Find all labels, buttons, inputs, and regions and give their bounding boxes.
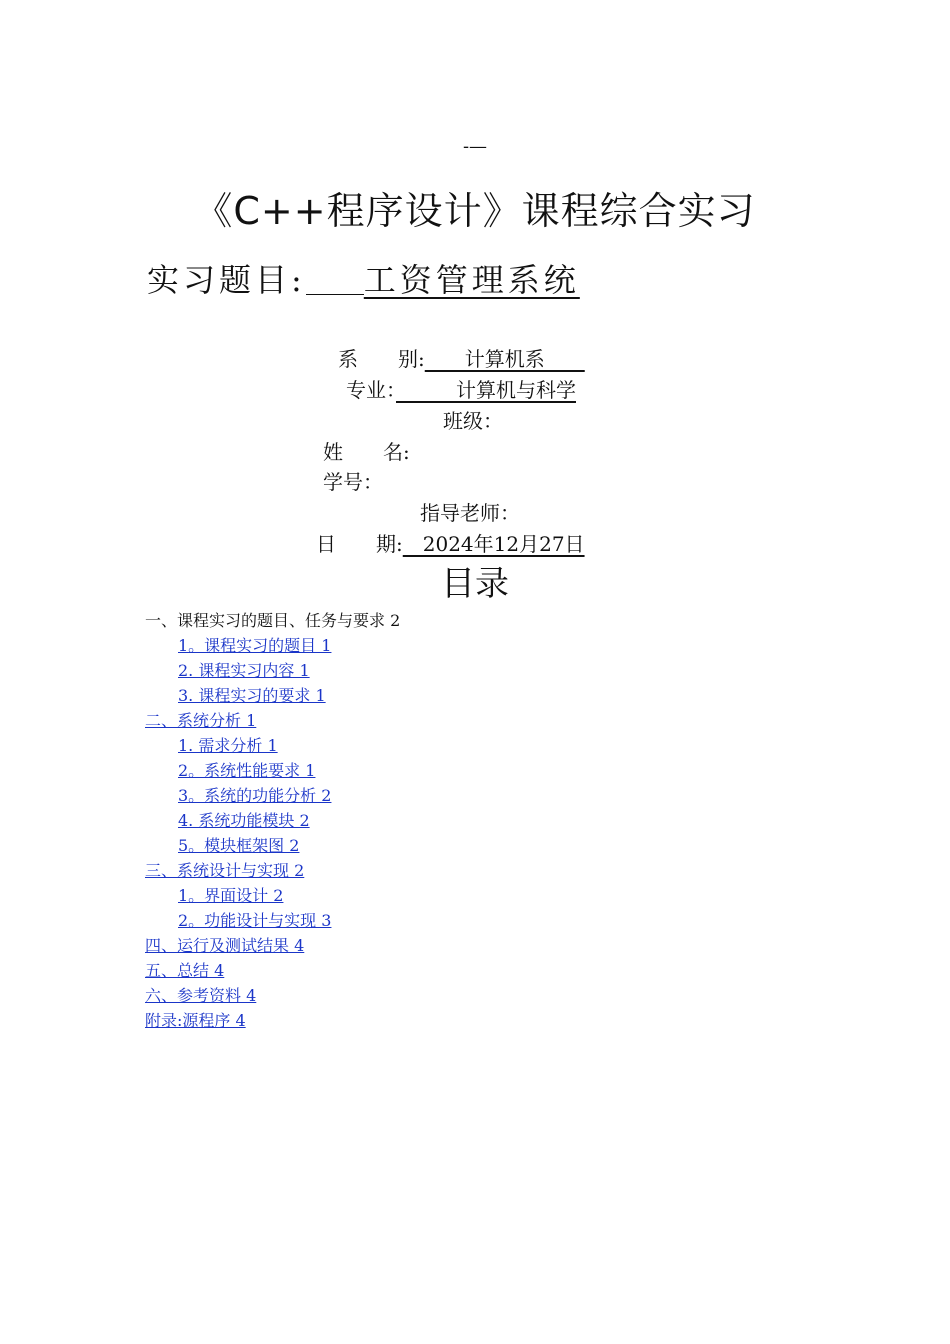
name-label: 姓 名: (323, 440, 410, 464)
table-of-contents (145, 608, 400, 1033)
toc-entry (145, 608, 400, 633)
toc-entry (145, 633, 400, 658)
date-value: 2024年12月27日 (402, 532, 585, 556)
toc-link[interactable]: 1。界面设计 2 (178, 886, 284, 905)
toc-link[interactable]: 4. 系统功能模块 2 (178, 811, 310, 830)
toc-link[interactable]: 3。系统的功能分析 2 (178, 786, 332, 805)
toc-entry (145, 1008, 400, 1033)
toc-link[interactable]: 五、总结 4 (145, 961, 225, 980)
advisor-row (420, 497, 520, 526)
class-label: 班级： (443, 409, 503, 433)
student-id-label: 学号： (323, 470, 383, 494)
toc-entry (145, 708, 400, 733)
toc-entry (145, 758, 400, 783)
toc-entry (145, 983, 400, 1008)
name-row (323, 436, 410, 465)
toc-entry (145, 933, 400, 958)
toc-entry (145, 683, 400, 708)
major-row (346, 374, 576, 403)
toc-link[interactable]: 2. 课程实习内容 1 (178, 661, 310, 680)
toc-link[interactable]: 3. 课程实习的要求 1 (178, 686, 326, 705)
student-id-row (323, 466, 383, 495)
toc-entry (145, 783, 400, 808)
toc-entry (145, 858, 400, 883)
toc-entry (145, 808, 400, 833)
topic-blank (306, 264, 364, 295)
toc-link[interactable]: 三、系统设计与实现 2 (145, 861, 305, 880)
date-label: 日 期: (316, 532, 403, 556)
toc-link[interactable]: 2。系统性能要求 1 (178, 761, 316, 780)
advisor-label: 指导老师： (420, 501, 520, 525)
toc-entry (145, 833, 400, 858)
toc-link[interactable]: 附录:源程序 4 (145, 1011, 246, 1030)
department-value: 计算机系 (424, 347, 585, 371)
toc-link[interactable]: 1. 需求分析 1 (178, 736, 278, 755)
toc-text: 一、课程实习的题目、任务与要求 2 (145, 611, 401, 630)
topic-label: 实习题目: (147, 261, 306, 299)
major-label: 专业： (346, 378, 396, 402)
department-row (338, 343, 585, 372)
toc-link[interactable]: 六、参考资料 4 (145, 986, 257, 1005)
toc-entry (145, 883, 400, 908)
document-title: 《C++程序设计》课程综合实习 (194, 189, 756, 233)
topic-value: 工资管理系统 (363, 261, 580, 299)
toc-entry (145, 733, 400, 758)
toc-link[interactable]: 5。模块框架图 2 (178, 836, 300, 855)
class-row (443, 405, 503, 434)
toc-link[interactable]: 1。课程实习的题目 1 (178, 636, 332, 655)
toc-entry (145, 958, 400, 983)
header-mark: -— (462, 136, 488, 157)
major-value: 计算机与科学 (396, 378, 576, 402)
toc-title: 目录 (441, 564, 509, 604)
toc-link[interactable]: 二、系统分析 1 (145, 711, 257, 730)
toc-link[interactable]: 四、运行及测试结果 4 (145, 936, 305, 955)
toc-link[interactable]: 2。功能设计与实现 3 (178, 911, 332, 930)
toc-entry (145, 658, 400, 683)
toc-entry (145, 908, 400, 933)
department-label: 系 别: (338, 347, 425, 371)
date-row (316, 528, 585, 557)
topic-line (147, 255, 580, 301)
